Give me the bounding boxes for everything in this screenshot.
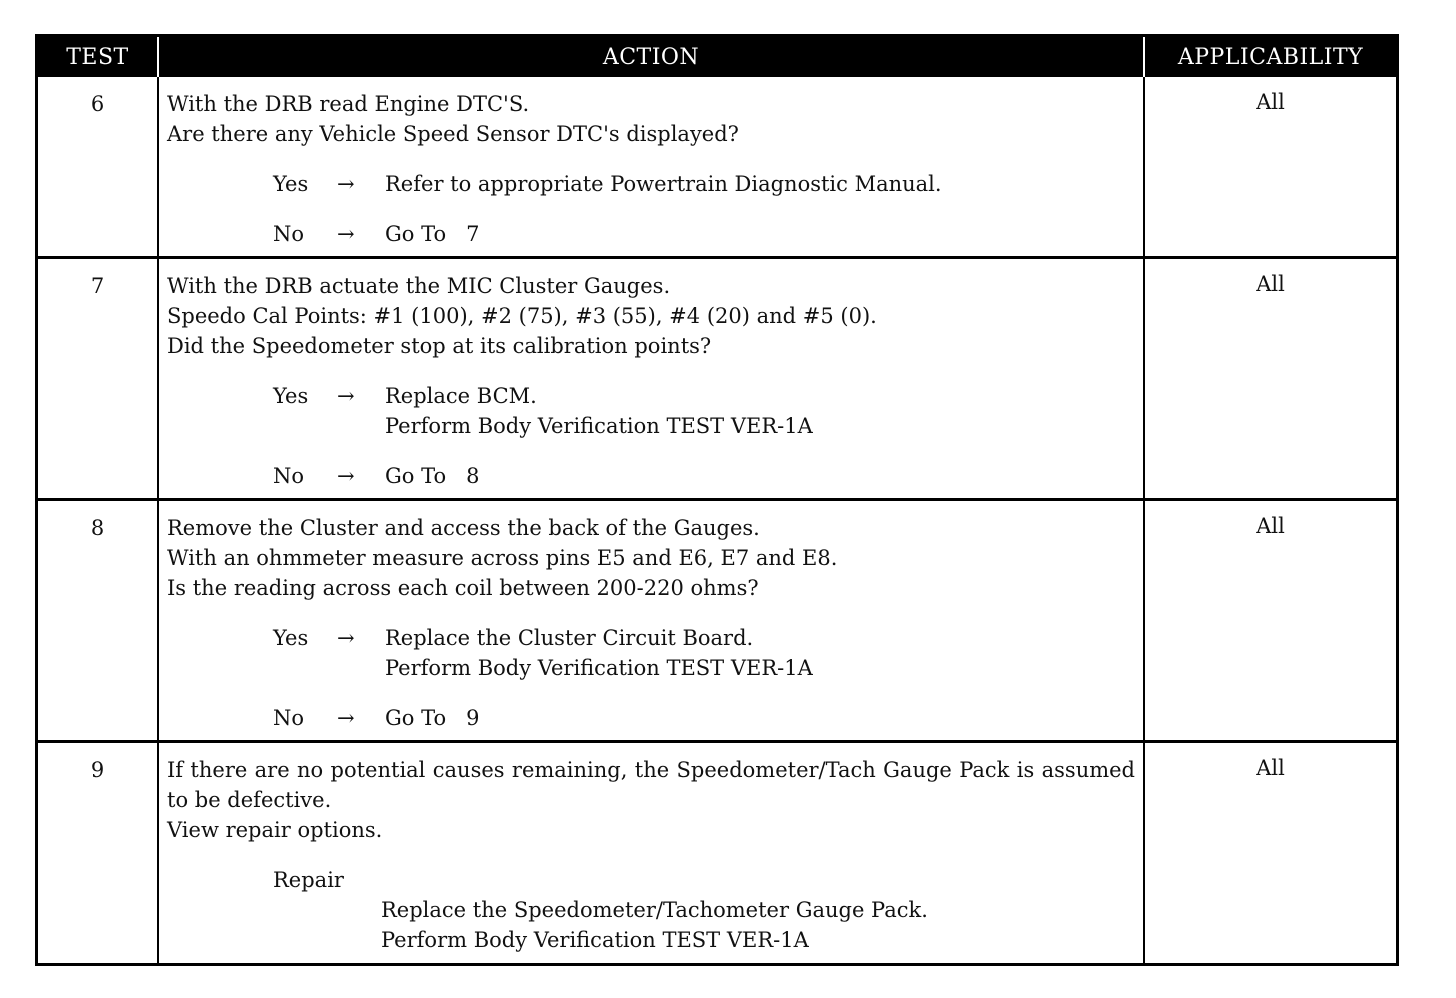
question-line: View repair options. bbox=[167, 817, 383, 842]
diagnostic-test-table bbox=[38, 37, 1396, 963]
no-result bbox=[385, 219, 1135, 249]
question-line: With an ohmmeter measure across pins E5 and E6, E7 and E8. bbox=[167, 545, 838, 570]
no-label: No bbox=[273, 463, 305, 488]
repair-line: Perform Body Verification TEST VER-1A bbox=[381, 927, 809, 952]
yes-result bbox=[385, 169, 1135, 199]
right-arrow-icon: → bbox=[337, 625, 355, 650]
yes-answer bbox=[273, 169, 1135, 199]
action-cell bbox=[158, 257, 1144, 499]
test-number: 9 bbox=[38, 741, 158, 963]
repair-label: Repair bbox=[273, 867, 344, 892]
question-line: Did the Speedometer stop at its calibration points? bbox=[167, 333, 712, 358]
header-applicability: APPLICABILITY bbox=[1144, 37, 1396, 77]
result-line: Go To 7 bbox=[385, 222, 480, 246]
question-line: With the DRB actuate the MIC Cluster Gauges. bbox=[167, 273, 671, 298]
test-number: 7 bbox=[38, 257, 158, 499]
right-arrow-icon: → bbox=[337, 222, 355, 246]
no-answer bbox=[273, 219, 1135, 249]
test-number: 6 bbox=[90, 92, 105, 116]
test-number: 8 bbox=[38, 499, 158, 741]
action-cell bbox=[158, 499, 1144, 741]
yes-result bbox=[385, 623, 1135, 683]
yes-label: Yes bbox=[273, 172, 309, 196]
result-line: Go To 8 bbox=[385, 463, 480, 488]
result-line: Refer to appropriate Powertrain Diagnostic Manual. bbox=[385, 172, 942, 196]
no-answer bbox=[273, 461, 1135, 491]
question-paragraph: If there are no potential causes remaining, the Speedometer/Tach Gauge Pack is assumed to be defective. bbox=[167, 757, 1135, 812]
header-test: TEST bbox=[38, 37, 158, 77]
no-answer bbox=[273, 703, 1135, 733]
right-arrow-icon: → bbox=[337, 383, 355, 408]
no-result bbox=[385, 461, 1135, 491]
diagnostic-table-frame bbox=[35, 34, 1399, 966]
applicability-value: All bbox=[1144, 499, 1396, 741]
table-header-row bbox=[38, 37, 1396, 77]
right-arrow-icon: → bbox=[337, 705, 355, 730]
yes-label: Yes bbox=[273, 625, 309, 650]
right-arrow-icon: → bbox=[337, 463, 355, 488]
question-line: Speedo Cal Points: #1 (100), #2 (75), #3 (55), #4 (20) and #5 (0). bbox=[167, 303, 877, 328]
result-line: Perform Body Verification TEST VER-1A bbox=[385, 655, 813, 680]
question-line: Remove the Cluster and access the back of the Gauges. bbox=[167, 515, 760, 540]
result-line: Go To 9 bbox=[385, 705, 480, 730]
no-label: No bbox=[273, 705, 305, 730]
applicability-value: All bbox=[1144, 257, 1396, 499]
header-action: ACTION bbox=[158, 37, 1144, 77]
action-cell bbox=[158, 741, 1144, 963]
question-line: With the DRB read Engine DTC'S. bbox=[167, 92, 530, 116]
result-line: Perform Body Verification TEST VER-1A bbox=[385, 413, 813, 438]
no-label: No bbox=[273, 222, 305, 246]
yes-answer bbox=[273, 623, 1135, 683]
yes-label: Yes bbox=[273, 383, 309, 408]
right-arrow-icon: → bbox=[337, 172, 355, 196]
result-line: Replace BCM. bbox=[385, 383, 537, 408]
yes-result bbox=[385, 381, 1135, 441]
yes-answer bbox=[273, 381, 1135, 441]
applicability-value: All bbox=[1144, 77, 1396, 257]
table-row bbox=[38, 741, 1396, 963]
table-row bbox=[38, 77, 1396, 257]
no-result bbox=[385, 703, 1135, 733]
table-row bbox=[38, 499, 1396, 741]
action-cell bbox=[158, 77, 1144, 257]
result-line: Replace the Cluster Circuit Board. bbox=[385, 625, 754, 650]
question-line: Is the reading across each coil between 200-220 ohms? bbox=[167, 575, 759, 600]
applicability-value: All bbox=[1144, 741, 1396, 963]
question-line: Are there any Vehicle Speed Sensor DTC's displayed? bbox=[167, 122, 739, 146]
repair-line: Replace the Speedometer/Tachometer Gauge Pack. bbox=[381, 897, 928, 922]
table-row bbox=[38, 257, 1396, 499]
